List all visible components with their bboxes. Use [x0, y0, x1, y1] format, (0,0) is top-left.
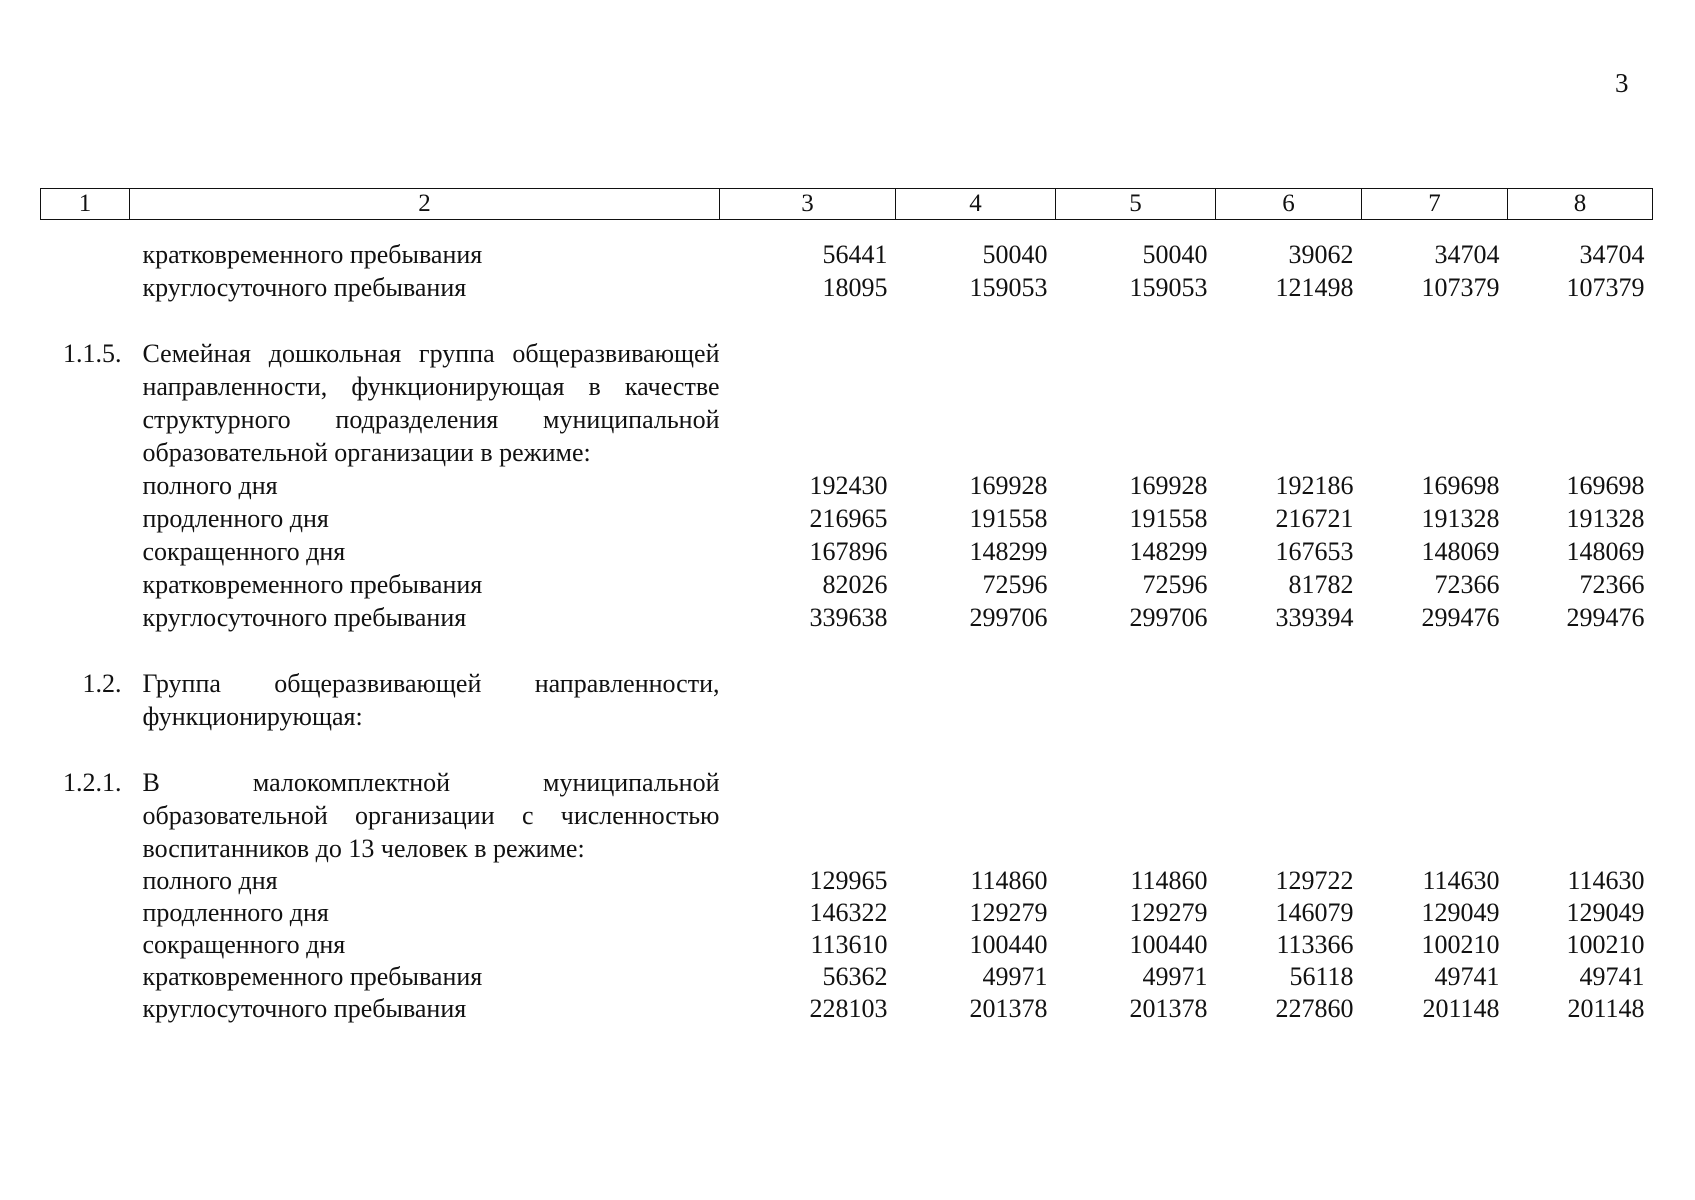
value-cell: 72366 — [1434, 570, 1500, 599]
value-cell — [1508, 634, 1653, 733]
row-label: сокращенного дня — [142, 537, 346, 566]
value-cell — [1216, 634, 1362, 733]
section-heading: В малокомплектной муниципальной образовательной организации с численностью воспитанников до 13 человек в режиме: — [142, 768, 720, 863]
table-row — [41, 993, 1653, 1025]
value-cell — [896, 733, 1056, 865]
value-cell: 299706 — [1129, 603, 1208, 632]
row-code — [41, 865, 130, 897]
row-code — [41, 469, 130, 502]
table-body — [41, 220, 1653, 1026]
row-label: круглосуточного пребывания — [142, 603, 467, 632]
value-cell: 113366 — [1276, 930, 1354, 959]
value-cell: 148069 — [1421, 537, 1500, 566]
value-cell: 169928 — [969, 471, 1048, 500]
row-label: сокращенного дня — [142, 930, 346, 959]
value-cell: 81782 — [1288, 570, 1354, 599]
value-cell: 216965 — [809, 504, 888, 533]
value-cell: 299476 — [1421, 603, 1500, 632]
value-cell: 114860 — [1130, 866, 1208, 895]
value-cell: 114860 — [970, 866, 1048, 895]
row-label: полного дня — [142, 866, 278, 895]
table-row — [41, 469, 1653, 502]
row-label: кратковременного пребывания — [142, 962, 483, 991]
value-cell — [1056, 634, 1216, 733]
section-heading-row — [41, 634, 1653, 733]
value-cell: 129965 — [809, 866, 888, 895]
value-cell: 299476 — [1566, 603, 1645, 632]
value-cell: 113610 — [810, 930, 888, 959]
value-cell: 191328 — [1421, 504, 1500, 533]
row-label: полного дня — [142, 471, 278, 500]
column-header: 1 — [41, 189, 130, 220]
value-cell: 39062 — [1288, 240, 1354, 269]
value-cell: 49741 — [1579, 962, 1645, 991]
value-cell — [1362, 733, 1508, 865]
value-cell: 146322 — [809, 898, 888, 927]
row-code: 1.1.5. — [63, 339, 122, 368]
column-header: 7 — [1362, 189, 1508, 220]
value-cell: 50040 — [982, 240, 1048, 269]
page-number: 3 — [1615, 68, 1629, 98]
value-cell: 159053 — [969, 273, 1048, 302]
row-label: кратковременного пребывания — [142, 570, 483, 599]
column-number-header — [41, 189, 1653, 220]
column-header: 6 — [1216, 189, 1362, 220]
column-header: 8 — [1508, 189, 1653, 220]
value-cell: 148299 — [1129, 537, 1208, 566]
value-cell: 34704 — [1434, 240, 1500, 269]
value-cell — [1056, 304, 1216, 469]
value-cell: 148299 — [969, 537, 1048, 566]
value-cell: 148069 — [1566, 537, 1645, 566]
tariff-table — [40, 188, 1653, 1025]
column-header: 2 — [130, 189, 720, 220]
table-row — [41, 568, 1653, 601]
row-code — [41, 929, 130, 961]
value-cell: 18095 — [822, 273, 888, 302]
value-cell: 201378 — [969, 994, 1048, 1023]
value-cell: 129049 — [1566, 898, 1645, 927]
value-cell: 56441 — [822, 240, 888, 269]
value-cell: 191328 — [1566, 504, 1645, 533]
value-cell: 72596 — [982, 570, 1048, 599]
value-cell: 227860 — [1275, 994, 1354, 1023]
value-cell: 107379 — [1566, 273, 1645, 302]
value-cell: 228103 — [809, 994, 888, 1023]
table-row — [41, 535, 1653, 568]
value-cell — [896, 634, 1056, 733]
value-cell — [720, 634, 896, 733]
column-header: 5 — [1056, 189, 1216, 220]
value-cell: 114630 — [1567, 866, 1645, 895]
value-cell: 339394 — [1275, 603, 1354, 632]
value-cell: 201378 — [1129, 994, 1208, 1023]
row-code — [41, 271, 130, 304]
row-code — [41, 601, 130, 634]
value-cell: 72596 — [1142, 570, 1208, 599]
value-cell — [1508, 304, 1653, 469]
value-cell: 299706 — [969, 603, 1048, 632]
value-cell: 34704 — [1579, 240, 1645, 269]
value-cell: 100440 — [969, 930, 1048, 959]
table-row — [41, 601, 1653, 634]
table-row — [41, 961, 1653, 993]
table-row — [41, 897, 1653, 929]
value-cell — [720, 304, 896, 469]
value-cell — [1056, 733, 1216, 865]
row-code: 1.2. — [82, 669, 122, 698]
section-heading-row — [41, 304, 1653, 469]
column-header: 3 — [720, 189, 896, 220]
section-heading: Семейная дошкольная группа общеразвивающей направленности, функционирующая в качестве структурного подразделения муниципальной образовательной организации в режиме: — [142, 339, 720, 467]
value-cell: 107379 — [1421, 273, 1500, 302]
value-cell: 159053 — [1129, 273, 1208, 302]
value-cell — [1362, 304, 1508, 469]
row-code — [41, 897, 130, 929]
value-cell: 121498 — [1275, 273, 1354, 302]
row-code — [41, 568, 130, 601]
value-cell: 129049 — [1421, 898, 1500, 927]
value-cell — [1216, 304, 1362, 469]
row-code: 1.2.1. — [63, 768, 122, 797]
value-cell: 192186 — [1275, 471, 1354, 500]
value-cell: 169928 — [1129, 471, 1208, 500]
row-code — [41, 220, 130, 272]
table-row — [41, 502, 1653, 535]
value-cell: 49971 — [982, 962, 1048, 991]
table-row — [41, 271, 1653, 304]
value-cell: 72366 — [1579, 570, 1645, 599]
value-cell: 216721 — [1275, 504, 1354, 533]
row-code — [41, 502, 130, 535]
value-cell — [720, 733, 896, 865]
value-cell: 49971 — [1142, 962, 1208, 991]
value-cell — [1508, 733, 1653, 865]
value-cell: 192430 — [809, 471, 888, 500]
value-cell: 56362 — [822, 962, 888, 991]
value-cell: 169698 — [1566, 471, 1645, 500]
row-label: кратковременного пребывания — [142, 240, 483, 269]
value-cell: 129279 — [1129, 898, 1208, 927]
value-cell: 100440 — [1129, 930, 1208, 959]
table-row — [41, 929, 1653, 961]
section-heading-row — [41, 733, 1653, 865]
value-cell — [1216, 733, 1362, 865]
table-row — [41, 865, 1653, 897]
value-cell: 339638 — [809, 603, 888, 632]
value-cell: 82026 — [822, 570, 888, 599]
value-cell: 129722 — [1275, 866, 1354, 895]
row-label: круглосуточного пребывания — [142, 273, 467, 302]
row-label: продленного дня — [142, 504, 329, 533]
value-cell: 146079 — [1275, 898, 1354, 927]
value-cell — [896, 304, 1056, 469]
value-cell: 129279 — [969, 898, 1048, 927]
value-cell: 114630 — [1422, 866, 1500, 895]
value-cell: 201148 — [1422, 994, 1500, 1023]
value-cell — [1362, 634, 1508, 733]
value-cell: 56118 — [1289, 962, 1354, 991]
row-label: круглосуточного пребывания — [142, 994, 467, 1023]
value-cell: 191558 — [969, 504, 1048, 533]
value-cell: 201148 — [1567, 994, 1645, 1023]
row-label: продленного дня — [142, 898, 329, 927]
value-cell: 100210 — [1421, 930, 1500, 959]
value-cell: 49741 — [1434, 962, 1500, 991]
value-cell: 100210 — [1566, 930, 1645, 959]
section-heading: Группа общеразвивающей направленности, функционирующая: — [142, 669, 720, 731]
value-cell: 167896 — [809, 537, 888, 566]
value-cell: 169698 — [1421, 471, 1500, 500]
value-cell: 167653 — [1275, 537, 1354, 566]
column-header: 4 — [896, 189, 1056, 220]
row-code — [41, 961, 130, 993]
table-row — [41, 220, 1653, 272]
row-code — [41, 535, 130, 568]
row-code — [41, 993, 130, 1025]
value-cell: 191558 — [1129, 504, 1208, 533]
value-cell: 50040 — [1142, 240, 1208, 269]
